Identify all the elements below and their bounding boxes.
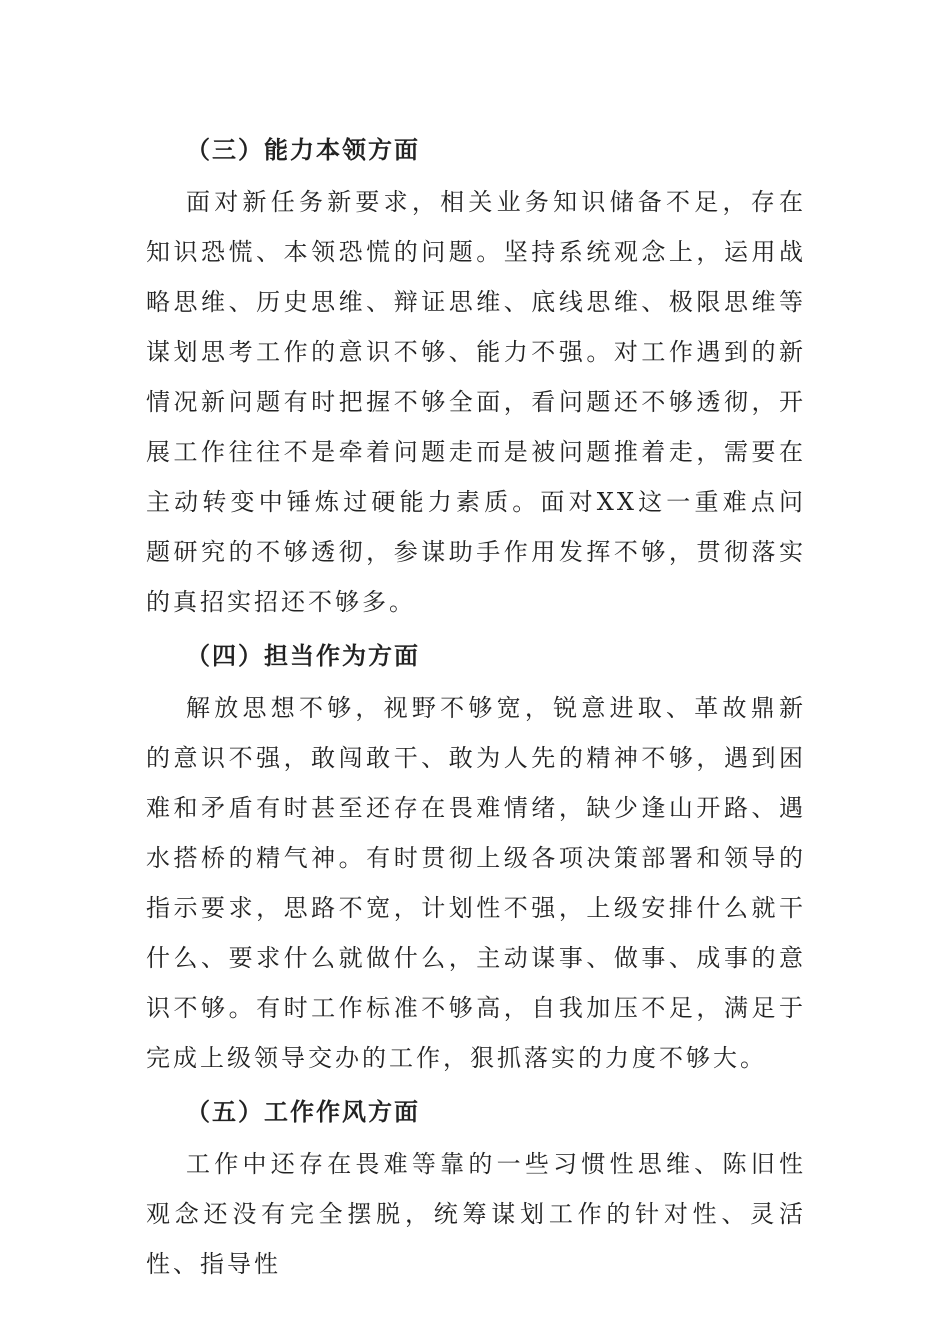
section-paragraph-work-style: 工作中还存在畏难等靠的一些习惯性思维、陈旧性观念还没有完全摆脱，统筹谋划工作的针对性、灵活性、指导性 xyxy=(146,1150,806,1278)
section-heading-work-style: （五）工作作风方面 xyxy=(186,1097,420,1126)
section-heading-responsibility: （四）担当作为方面 xyxy=(186,641,420,670)
section-heading-ability: （三）能力本领方面 xyxy=(186,135,420,164)
section-paragraph-responsibility: 解放思想不够，视野不够宽，锐意进取、革故鼎新的意识不强，敢闯敢干、敢为人先的精神不够，遇到困难和矛盾有时甚至还存在畏难情绪，缺少逢山开路、遇水搭桥的精气神。有时贯彻上级各项决策部署和领导的指示要求，思路不宽，计划性不强，上级安排什么就干什么、要求什么就做什么，主动谋事、做事、成事的意识不够。有时工作标准不够高，自我加压不足，满足于完成上级领导交办的工作，狠抓落实的力度不够大。 xyxy=(146,694,806,1072)
section-paragraph-ability: 面对新任务新要求，相关业务知识储备不足，存在知识恐慌、本领恐慌的问题。坚持系统观念上，运用战略思维、历史思维、辩证思维、底线思维、极限思维等谋划思考工作的意识不够、能力不强。对工作遇到的新情况新问题有时把握不够全面，看问题还不够透彻，开展工作往往不是牵着问题走而是被问题推着走，需要在主动转变中锤炼过硬能力素质。面对XX这一重难点问题研究的不够透彻，参谋助手作用发挥不够，贯彻落实的真招实招还不够多。 xyxy=(146,188,806,616)
document-body xyxy=(146,125,806,1293)
